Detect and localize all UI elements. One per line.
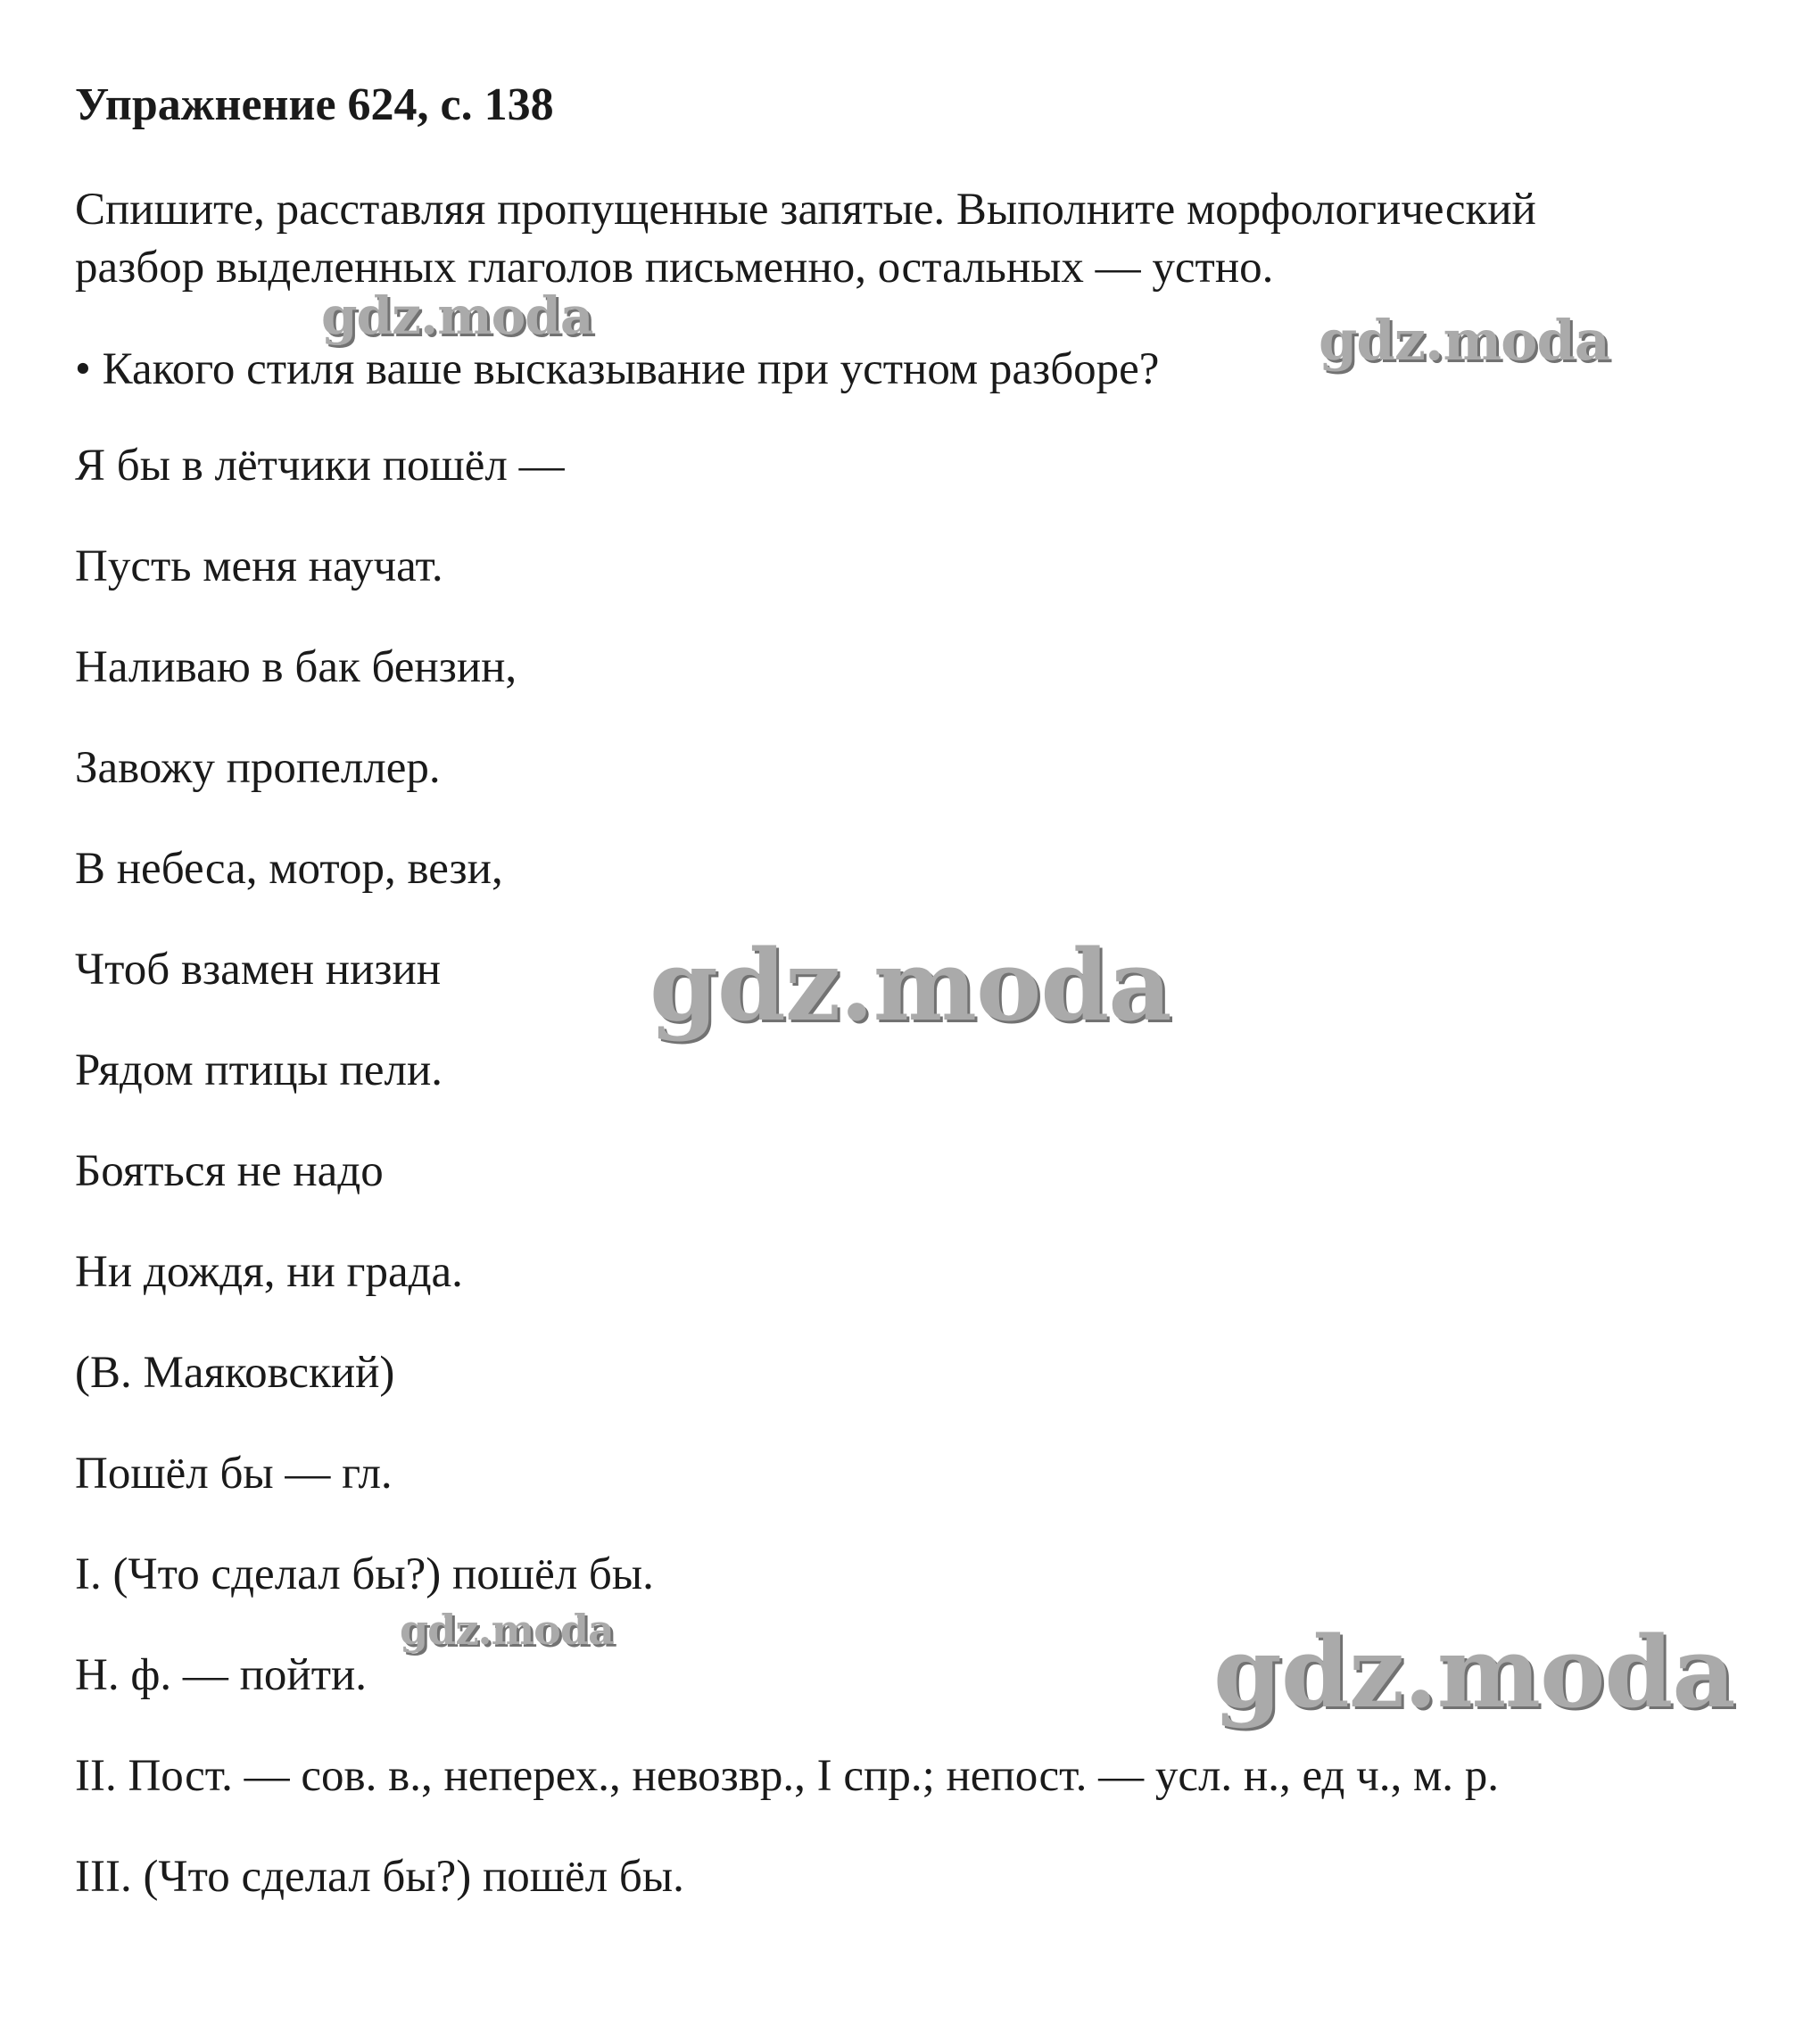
poem-line: Пусть меня научат. xyxy=(75,541,443,591)
watermark-logo: gdz.moda xyxy=(649,928,1171,1043)
watermark-logo: gdz.moda xyxy=(400,1606,614,1654)
task-text-line-2: разбор выделенных глаголов письменно, остальных — устно. xyxy=(75,243,1274,293)
poem-line: Наливаю в бак бензин, xyxy=(75,642,517,692)
analysis-line: III. (Что сделал бы?) пошёл бы. xyxy=(75,1852,684,1902)
task-text-line-1: Спишите, расставляя пропущенные запятые. Выполните морфологический xyxy=(75,185,1536,235)
poem-line: В небеса, мотор, вези, xyxy=(75,844,503,894)
poem-line: Бояться не надо xyxy=(75,1146,384,1196)
analysis-line: Н. ф. — пойти. xyxy=(75,1650,368,1700)
poem-author: (В. Маяковский) xyxy=(75,1348,395,1398)
task-question: • Какого стиля ваше высказывание при устном разборе? xyxy=(75,344,1160,394)
watermark-logo: gdz.moda xyxy=(321,285,593,346)
poem-line: Рядом птицы пели. xyxy=(75,1045,443,1095)
analysis-line: I. (Что сделал бы?) пошёл бы. xyxy=(75,1549,654,1599)
poem-line: Ни дождя, ни града. xyxy=(75,1247,463,1297)
watermark-logo: gdz.moda xyxy=(1319,308,1609,373)
analysis-line: II. Пост. — сов. в., неперех., невозвр., I спр.; непост. — усл. н., ед ч., м. р. xyxy=(75,1751,1500,1801)
analysis-line: Пошёл бы — гл. xyxy=(75,1449,393,1499)
poem-line: Чтоб взамен низин xyxy=(75,945,442,995)
exercise-title: Упражнение 624, с. 138 xyxy=(75,79,554,130)
watermark-logo: gdz.moda xyxy=(1213,1615,1735,1730)
poem-line: Завожу пропеллер. xyxy=(75,743,441,793)
poem-line: Я бы в лётчики пошёл — xyxy=(75,441,565,491)
